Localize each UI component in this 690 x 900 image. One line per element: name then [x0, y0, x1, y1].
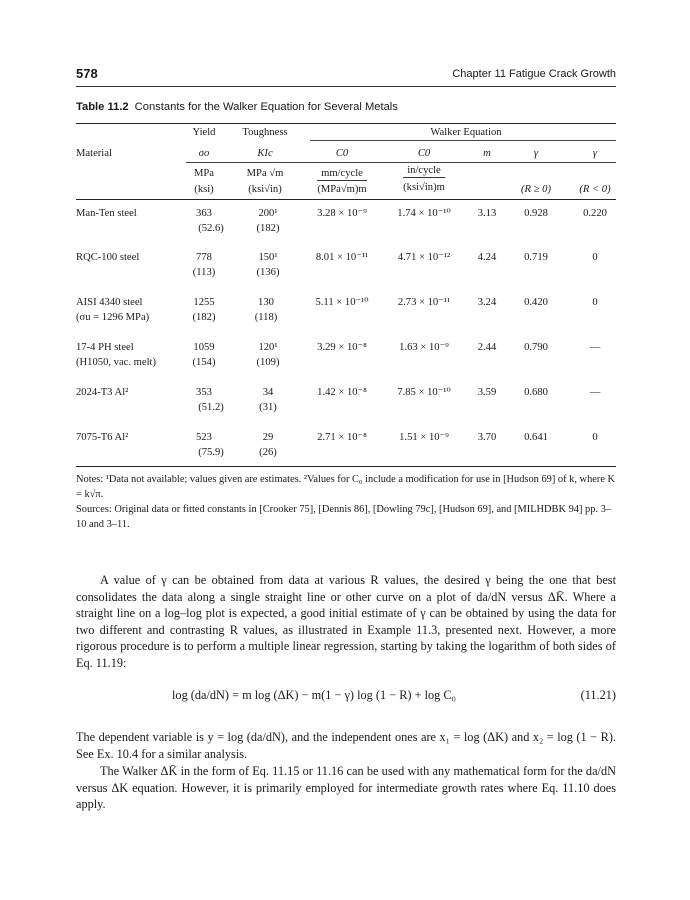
body-paragraph: The dependent variable is y = log (da/dN), and the independent ones are x₁ = log (ΔK) and x₂ = log (1 − R). See Ex. 10.4 for a similar analysis. [76, 730, 616, 761]
cell-gamma-neg: 0 [592, 432, 598, 443]
cell-m: 4.24 [477, 252, 497, 263]
cell-gamma-pos: 0.928 [524, 208, 548, 219]
cell-c0-si: 8.01 × 10⁻¹¹ [315, 252, 369, 263]
cell-gamma-pos: 0.790 [524, 342, 548, 353]
cell-m: 3.24 [477, 297, 497, 308]
header-toughness: Toughness [242, 127, 288, 138]
header-c0-us: C0 [417, 148, 431, 159]
cell-gamma-neg: — [589, 387, 601, 398]
cell-yield-ksi: (154) [192, 357, 216, 368]
cell-yield: 778 [196, 252, 212, 263]
walker-rule [310, 140, 616, 141]
cell-material: 17-4 PH steel [76, 342, 134, 353]
cell-material: RQC-100 steel [76, 252, 140, 263]
cell-c0-si: 2.71 × 10⁻⁸ [317, 432, 367, 443]
cell-yield-ksi: (75.9) [198, 447, 224, 458]
cell-m: 2.44 [477, 342, 497, 353]
cell-yield: 353 [196, 387, 212, 398]
cell-material-note: (σu = 1296 MPa) [76, 312, 150, 323]
cell-yield-ksi: (52.6) [198, 223, 224, 234]
cell-kic-ksi: (182) [256, 223, 280, 234]
c0-us-unit-bottom: (ksi√in)m [403, 182, 445, 193]
cell-m: 3.70 [477, 432, 497, 443]
c0-si-unit-top: mm/cycle [317, 167, 367, 181]
cell-kic: 120¹ [258, 342, 278, 353]
table-top-rule [76, 123, 616, 124]
cell-kic: 150¹ [258, 252, 278, 263]
cell-yield: 1255 [193, 297, 215, 308]
cell-kic: 200¹ [258, 208, 278, 219]
cell-yield: 523 [196, 432, 212, 443]
cell-c0-si: 5.11 × 10⁻¹⁰ [315, 297, 369, 308]
cell-c0-us: 2.73 × 10⁻¹¹ [397, 297, 451, 308]
cell-gamma-neg: 0 [592, 297, 598, 308]
yield-unit-ksi: (ksi) [194, 184, 214, 195]
cell-kic-ksi: (26) [259, 447, 277, 458]
cell-kic-ksi: (109) [256, 357, 280, 368]
cell-material: 7075-T6 Al² [76, 432, 129, 443]
table-caption-label: Table 11.2 [76, 101, 129, 113]
cell-gamma-pos: 0.641 [524, 432, 548, 443]
cell-c0-us: 1.74 × 10⁻¹⁰ [397, 208, 451, 219]
cell-yield-ksi: (51.2) [198, 402, 224, 413]
cell-material-note: (H1050, vac. melt) [76, 357, 157, 368]
equation-body: log (da/dN) = m log (ΔK) − m(1 − γ) log (1 − R) + log C₀ [172, 688, 456, 702]
cell-yield: 1059 [193, 342, 215, 353]
cell-c0-si: 3.29 × 10⁻⁸ [317, 342, 367, 353]
cell-yield-ksi: (182) [192, 312, 216, 323]
cell-gamma-pos: 0.680 [524, 387, 548, 398]
cell-gamma-neg: — [589, 342, 601, 353]
cell-c0-si: 3.28 × 10⁻⁹ [317, 208, 367, 219]
cell-kic-ksi: (31) [259, 402, 277, 413]
cell-kic: 130 [258, 297, 274, 308]
header-kic: KIc [257, 148, 273, 159]
table-caption-title: Constants for the Walker Equation for Several Metals [134, 101, 398, 113]
cell-yield-ksi: (113) [192, 267, 216, 278]
body-paragraph: The Walker ΔK̄ in the form of Eq. 11.15 or 11.16 can be used with any mathematical form for the da/dN versus ΔK equation. However, it is primarily employed for intermediate growth rates where Eq. 11.10 does apply. [76, 764, 616, 812]
table-notes [76, 472, 616, 532]
header-sigma0: σo [198, 148, 210, 159]
table-caption [76, 101, 398, 113]
header-walker: Walker Equation [430, 127, 502, 138]
header-gamma-neg: γ [592, 148, 598, 159]
cell-material: AISI 4340 steel [76, 297, 143, 308]
cell-c0-si: 1.42 × 10⁻⁸ [317, 387, 367, 398]
chapter-title: Chapter 11 Fatigue Crack Growth [452, 68, 616, 80]
header-gamma-pos: γ [533, 148, 539, 159]
page-number: 578 [76, 66, 98, 81]
cell-material: Man-Ten steel [76, 208, 137, 219]
cell-c0-us: 4.71 × 10⁻¹² [397, 252, 451, 263]
cell-gamma-neg: 0 [592, 252, 598, 263]
cell-material: 2024-T3 Al² [76, 387, 129, 398]
cell-kic-ksi: (118) [254, 312, 278, 323]
yield-unit-mpa: MPa [193, 168, 215, 179]
header-material: Material [76, 148, 112, 159]
gamma-neg-condition: (R < 0) [579, 184, 611, 195]
notes-text: Notes: ¹Data not available; values given are estimates. ²Values for C₀ include a modification for use in [Hudson 69] of k, where K = k√π. [76, 474, 616, 500]
cell-gamma-pos: 0.420 [524, 297, 548, 308]
cell-c0-us: 1.63 × 10⁻⁹ [399, 342, 449, 353]
header-m: m [483, 148, 491, 159]
header-bottom-rule [76, 199, 616, 200]
header-c0-si: C0 [335, 148, 349, 159]
header-rule [76, 86, 616, 87]
cell-gamma-pos: 0.719 [524, 252, 548, 263]
header-mid-rule [186, 162, 616, 163]
cell-gamma-neg: 0.220 [583, 208, 607, 219]
sources-text: Sources: Original data or fitted constants in [Crooker 75], [Dennis 86], [Dowling 79c], [Hudson 69], and [MILHDBK 94] pp. 3–10 and 3–11. [76, 504, 612, 530]
cell-kic-ksi: (136) [256, 267, 280, 278]
c0-us-unit-top: in/cycle [403, 164, 445, 178]
cell-kic: 29 [262, 432, 274, 443]
tough-unit-us: (ksi√in) [248, 184, 282, 195]
cell-c0-us: 1.51 × 10⁻⁹ [399, 432, 449, 443]
cell-kic: 34 [262, 387, 274, 398]
cell-m: 3.59 [477, 387, 497, 398]
tough-unit-si: MPa √m [246, 168, 284, 179]
equation-number: (11.21) [580, 688, 616, 702]
cell-yield: 363 [196, 208, 212, 219]
cell-m: 3.13 [477, 208, 497, 219]
body-paragraph: A value of γ can be obtained from data at various R values, the desired γ being the one that best consolidates the data along a single straight line or other curve on a plot of da/dN versus ΔK̄. Where a straight line on a log–log plot is expected, a good initial estimate of γ can be obtained by using the data for two different and contrasting R values, as illustrated in Example 11.3, presented next. However, a more rigorous procedure is to perform a multiple linear regression, starting by taking the logarithm of both sides of Eq. 11.19: [76, 573, 616, 670]
header-yield: Yield [192, 127, 216, 138]
table-bottom-rule [76, 466, 616, 467]
gamma-pos-condition: (R ≥ 0) [521, 184, 551, 195]
cell-c0-us: 7.85 × 10⁻¹⁰ [397, 387, 451, 398]
c0-si-unit-bottom: (MPa√m)m [317, 184, 367, 195]
